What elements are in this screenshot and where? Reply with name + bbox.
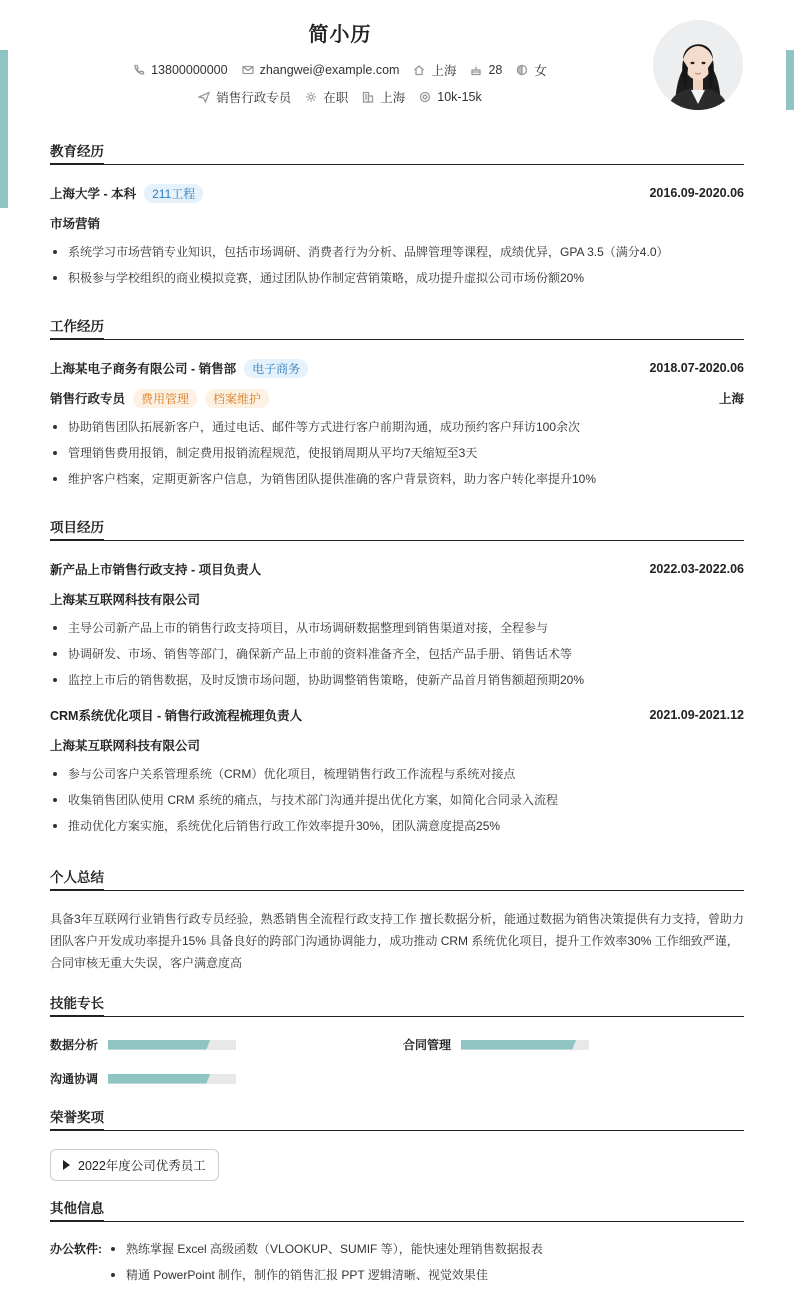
role-row <box>50 388 744 408</box>
work-bullets <box>50 414 744 492</box>
list-item: 监控上市后的销售数据，及时反馈市场问题，协助调整销售策略，使新产品首月销售额超预期20% <box>50 667 744 693</box>
skill-name: 合同管理 <box>403 1038 452 1052</box>
phone-item <box>133 61 227 79</box>
candidate-name: 简小历 <box>308 24 372 46</box>
skill-item <box>50 1070 236 1087</box>
gender-icon <box>516 64 528 76</box>
company-tag: 电子商务 <box>244 359 308 378</box>
status-text: 在职 <box>323 91 349 105</box>
education-section <box>50 140 744 291</box>
skill-name: 数据分析 <box>50 1038 99 1052</box>
project-name: CRM系统优化项目 - 销售行政流程梳理负责人 <box>50 709 303 723</box>
project-name: 新产品上市销售行政支持 - 项目负责人 <box>50 563 262 577</box>
home-icon <box>413 64 425 76</box>
skill-name: 沟通协调 <box>50 1072 99 1086</box>
list-item: 主导公司新产品上市的销售行政支持项目，从市场调研数据整理到销售渠道对接，全程参与 <box>50 615 744 641</box>
school-name: 上海大学 - 本科 <box>50 186 137 201</box>
work-title: 工作经历 <box>50 315 744 340</box>
summary-title: 个人总结 <box>50 866 744 891</box>
list-item: 协助销售团队拓展新客户，通过电话、邮件等方式进行客户前期沟通，成功预约客户拜访100余次 <box>50 414 744 440</box>
award-label: 2022年度公司优秀员工 <box>78 1159 206 1173</box>
salary-text: 10k-15k <box>437 90 482 104</box>
project-bullets <box>50 761 744 839</box>
phone-text: 13800000000 <box>151 63 228 77</box>
coin-icon <box>419 91 431 103</box>
skill-fill <box>461 1040 576 1050</box>
other-label: 办公软件: <box>50 1242 102 1256</box>
phone-icon <box>133 64 145 76</box>
list-item: 管理销售费用报销，制定费用报销流程规范，使报销周期从平均7天缩短至3天 <box>50 440 744 466</box>
skill-item <box>50 1036 236 1053</box>
skill-item <box>403 1036 589 1053</box>
resume-header <box>0 0 794 130</box>
gender-text: 女 <box>534 64 547 78</box>
company-name: 上海某电子商务有限公司 - 销售部 <box>50 361 237 376</box>
city-text: 上海 <box>380 91 406 105</box>
list-item: 精通 PowerPoint 制作，制作的销售汇报 PPT 逻辑清晰、视觉效果佳 <box>108 1262 543 1288</box>
projects-title: 项目经历 <box>50 516 744 541</box>
work-date: 2018.07-2020.06 <box>649 361 744 375</box>
work-section <box>50 315 744 492</box>
skill-bar <box>108 1040 236 1050</box>
skills-list <box>50 1029 744 1099</box>
location-item <box>413 61 456 79</box>
major: 市场营销 <box>50 217 101 231</box>
skill-bar <box>108 1074 236 1084</box>
send-icon <box>198 91 210 103</box>
avatar <box>653 20 743 110</box>
other-section <box>50 1197 744 1288</box>
city-item <box>362 88 405 106</box>
role-tag: 档案维护 <box>205 389 269 408</box>
list-item: 收集销售团队使用 CRM 系统的痛点，与技术部门沟通并提出优化方案，如简化合同录入流程 <box>50 787 744 813</box>
other-title: 其他信息 <box>50 1197 744 1222</box>
gender-item <box>516 61 547 79</box>
list-item: 协调研发、市场、销售等部门，确保新产品上市前的资料准备齐全，包括产品手册、销售话术等 <box>50 641 744 667</box>
job-intent-row <box>0 88 680 106</box>
project-row <box>50 559 744 579</box>
education-title: 教育经历 <box>50 140 744 165</box>
skill-fill <box>108 1040 210 1050</box>
position-text: 销售行政专员 <box>216 91 292 105</box>
awards-section <box>50 1106 744 1181</box>
education-date: 2016.09-2020.06 <box>649 186 744 200</box>
email-text: zhangwei@example.com <box>259 63 400 77</box>
awards-title: 荣誉奖项 <box>50 1106 744 1131</box>
list-item: 熟练掌握 Excel 高级函数（VLOOKUP、SUMIF 等），能快速处理销售数据报表 <box>108 1236 543 1262</box>
other-row <box>50 1236 744 1288</box>
avatar-portrait-icon <box>653 20 743 110</box>
summary-text: 具备3年互联网行业销售行政专员经验，熟悉销售全流程行政支持工作 擅长数据分析，能通过数据为销售决策提供有力支持，曾助力团队客户开发成功率提升15% 具备良好的跨部门沟通协调能力，成功推动 CRM 系统优化项目，提升工作效率30% 工作细致严谨，合同审核无重大失误，客户满意度高 <box>50 912 745 970</box>
location-text: 上海 <box>431 64 457 78</box>
skill-bar <box>461 1040 589 1050</box>
status-item <box>305 88 348 106</box>
building-icon <box>362 91 374 103</box>
list-item: 维护客户档案，定期更新客户信息，为销售团队提供准确的客户背景资料，助力客户转化率提升10% <box>50 466 744 492</box>
project-date: 2022.03-2022.06 <box>649 562 744 576</box>
list-item: 系统学习市场营销专业知识，包括市场调研、消费者行为分析、品牌管理等课程，成绩优异，GPA 3.5（满分4.0） <box>50 239 744 265</box>
project-company: 上海某互联网科技有限公司 <box>50 593 201 607</box>
contact-row <box>0 61 680 79</box>
summary-section <box>50 866 744 974</box>
skills-section <box>50 992 744 1099</box>
project-date: 2021.09-2021.12 <box>649 708 744 722</box>
skill-fill <box>108 1074 210 1084</box>
play-triangle-icon <box>63 1160 70 1170</box>
cake-icon <box>470 64 482 76</box>
school-tag: 211工程 <box>144 184 203 203</box>
education-row <box>50 183 744 203</box>
age-text: 28 <box>488 63 503 77</box>
other-bullets <box>108 1236 543 1288</box>
age-item <box>470 61 502 79</box>
award-toggle-button[interactable] <box>50 1149 219 1181</box>
role-tag: 费用管理 <box>133 389 197 408</box>
education-bullets <box>50 239 744 291</box>
list-item: 推动优化方案实施，系统优化后销售行政工作效率提升30%，团队满意度提高25% <box>50 813 744 839</box>
position-item <box>198 88 291 106</box>
salary-item <box>419 88 481 106</box>
project-company: 上海某互联网科技有限公司 <box>50 739 201 753</box>
email-item <box>242 61 400 79</box>
settings-icon <box>305 91 317 103</box>
skills-title: 技能专长 <box>50 992 744 1017</box>
projects-section <box>50 516 744 839</box>
project-row <box>50 705 744 725</box>
work-city: 上海 <box>718 392 744 406</box>
project-bullets <box>50 615 744 693</box>
mail-icon <box>242 64 254 76</box>
list-item: 积极参与学校组织的商业模拟竞赛，通过团队协作制定营销策略，成功提升虚拟公司市场份额20% <box>50 265 744 291</box>
list-item: 参与公司客户关系管理系统（CRM）优化项目，梳理销售行政工作流程与系统对接点 <box>50 761 744 787</box>
work-row <box>50 358 744 378</box>
role-name: 销售行政专员 <box>50 391 126 406</box>
